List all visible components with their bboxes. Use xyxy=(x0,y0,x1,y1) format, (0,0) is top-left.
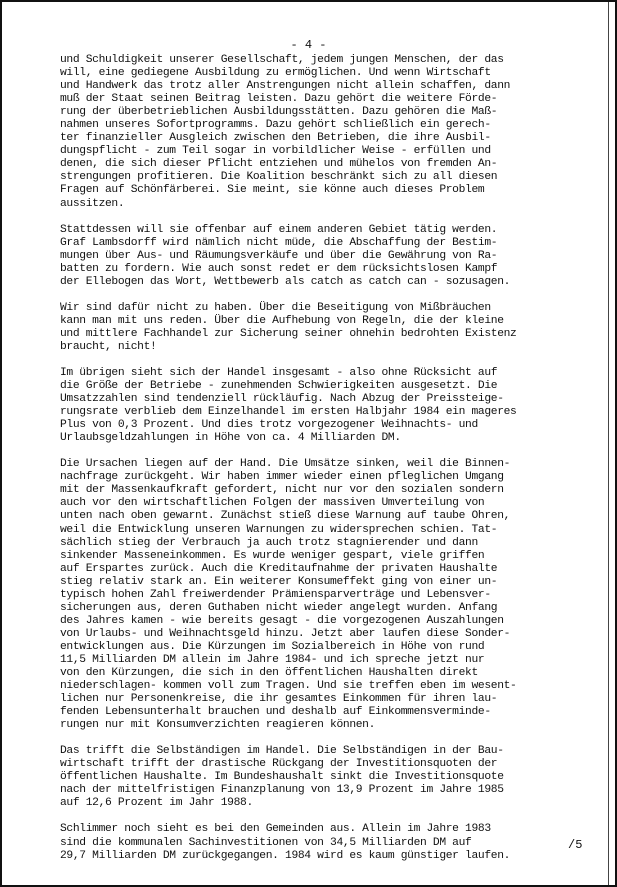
text-line: batten zu fordern. Wie auch sonst redet er dem rücksichtslosen Kampf xyxy=(60,262,498,275)
text-line: sind die kommunalen Sachinvestitionen von 34,5 Milliarden DM auf xyxy=(60,836,472,849)
text-line: und mittlere Fachhandel zur Sicherung seiner ohnehin bedrohten Existenz xyxy=(60,327,517,340)
text-line: niederschlagen- kommen voll zum Tragen. Und sie treffen eben im wesent- xyxy=(60,680,517,693)
text-line: des Jahres kamen - wie bereits gesagt - die vorgezogenen Auszahlungen xyxy=(60,614,504,627)
document-body xyxy=(60,54,600,876)
text-line: auch vor den wirtschaftlichen Folgen der massiven Umverteilung von xyxy=(60,497,485,510)
text-line: denen, die sich dieser Pflicht entziehen und mühelos von fremden An- xyxy=(60,158,498,171)
text-line: ter finanzieller Ausgleich zwischen den Betrieben, die ihre Ausbil- xyxy=(60,132,491,145)
paragraph xyxy=(60,54,600,211)
text-line: dungspflicht - zum Teil sogar in vorbildlicher Weise - erfüllen und xyxy=(60,145,491,158)
text-line: 11,5 Milliarden DM allein im Jahre 1984- und ich spreche jetzt nur xyxy=(60,653,485,666)
paragraph xyxy=(60,302,600,354)
text-line: Wir sind dafür nicht zu haben. Über die Beseitigung von Mißbräuchen xyxy=(60,301,491,314)
continuation-marker: /5 xyxy=(568,838,583,852)
text-line: sächlich stieg der Verbrauch ja auch trotz stagnierender und dann xyxy=(60,536,478,549)
text-line: sicherungen aus, deren Guthaben nicht wieder angelegt wurden. Anfang xyxy=(60,601,498,614)
text-line: entwicklungen aus. Die Kürzungen im Sozialbereich in Höhe von rund xyxy=(60,640,485,653)
text-line: nahmen unseres Sofortprogramms. Dazu gehört schließlich ein gerech- xyxy=(60,119,491,132)
page-number: - 4 - xyxy=(290,38,327,52)
text-line: von den Kürzungen, die sich in den öffentlichen Haushalten direkt xyxy=(60,667,478,680)
text-line: lichen nur Personenkreise, die ihr gesamtes Einkommen für ihren lau- xyxy=(60,693,498,706)
text-line: Graf Lambsdorff wird nämlich nicht müde, die Abschaffung der Bestim- xyxy=(60,236,498,249)
text-line: Schlimmer noch sieht es bei den Gemeinden aus. Allein im Jahre 1983 xyxy=(60,823,491,836)
text-line: öffentlichen Haushalte. Im Bundeshaushalt sinkt die Investitionsquote xyxy=(60,771,504,784)
text-line: die Größe der Betriebe - zunehmenden Schwierigkeiten ausgesetzt. Die xyxy=(60,380,498,393)
text-line: rungen nur mit Konsumverzichten reagieren können. xyxy=(60,719,376,732)
text-line: mit der Massenkaufkraft gefordert, nicht nur vor den sozialen sondern xyxy=(60,484,504,497)
text-line: auf Erspartes zurück. Auch die Kreditaufnahme der privaten Haushalte xyxy=(60,562,498,575)
text-line: will, eine gediegene Ausbildung zu ermöglichen. Und wenn Wirtschaft xyxy=(60,67,491,80)
text-line: kann man mit uns reden. Über die Aufhebung von Regeln, die der kleine xyxy=(60,314,504,327)
text-line: typisch hohen Zahl freiwerdender Prämiensparverträge und Lebensver- xyxy=(60,588,491,601)
text-line: von Urlaubs- und Weihnachtsgeld hinzu. Jetzt aber laufen diese Sonder- xyxy=(60,627,511,640)
text-line: wirtschaft trifft der drastische Rückgang der Investitionsquoten der xyxy=(60,758,498,771)
paragraph xyxy=(60,367,600,445)
text-line: Umsatzzahlen sind tendenziell rückläufig. Nach Abzug der Preissteige- xyxy=(60,393,504,406)
text-line: strengungen profitieren. Die Koalition beschränkt sich zu all diesen xyxy=(60,171,498,184)
text-line: braucht, nicht! xyxy=(60,340,157,353)
text-line: Das trifft die Selbständigen im Handel. Die Selbständigen in der Bau- xyxy=(60,745,504,758)
text-line: der Ellebogen das Wort, Wettbewerb als catch as catch can - sozusagen. xyxy=(60,275,511,288)
paragraph xyxy=(60,823,600,862)
text-line: auf 12,6 Prozent im Jahr 1988. xyxy=(60,797,253,810)
text-line: 29,7 Milliarden DM zurückgegangen. 1984 wird es kaum günstiger laufen. xyxy=(60,849,511,862)
text-line: Plus von 0,3 Prozent. Und dies trotz vorgezogener Weihnachts- und xyxy=(60,419,478,432)
text-line: Fragen auf Schönfärberei. Sie meint, sie könne auch dieses Problem xyxy=(60,184,485,197)
text-line: rungsrate verblieb dem Einzelhandel im ersten Halbjahr 1984 ein mageres xyxy=(60,406,517,419)
paragraph xyxy=(60,458,600,732)
text-line: Im übrigen sieht sich der Handel insgesamt - also ohne Rücksicht auf xyxy=(60,366,498,379)
text-line: nach der mittelfristigen Finanzplanung von 13,9 Prozent im Jahre 1985 xyxy=(60,784,504,797)
text-line: sinkender Masseneinkommen. Es wurde weniger gespart, viele griffen xyxy=(60,549,485,562)
text-line: und Schuldigkeit unserer Gesellschaft, jedem jungen Menschen, der das xyxy=(60,54,504,66)
text-line: aussitzen. xyxy=(60,197,125,210)
paragraph xyxy=(60,745,600,810)
text-line: unten nach oben gewarnt. Zunächst stieß diese Warnung auf taube Ohren, xyxy=(60,510,511,523)
text-line: nachfrage zurückgeht. Wir haben immer wieder einen pfleglichen Umgang xyxy=(60,471,504,484)
text-line: und Handwerk das trotz aller Anstrengungen nicht allein schaffen, dann xyxy=(60,80,511,93)
text-line: Urlaubsgeldzahlungen in Höhe von ca. 4 Milliarden DM. xyxy=(60,432,401,445)
text-line: Stattdessen will sie offenbar auf einem anderen Gebiet tätig werden. xyxy=(60,223,498,236)
text-line: Die Ursachen liegen auf der Hand. Die Umsätze sinken, weil die Binnen- xyxy=(60,458,511,471)
text-line: weil die Entwicklung unseren Warnungen zu widersprechen schien. Tat- xyxy=(60,523,498,536)
text-line: muß der Staat seinen Beitrag leisten. Dazu gehört die weitere Förde- xyxy=(60,93,498,106)
paragraph xyxy=(60,224,600,289)
text-line: fenden Lebensunterhalt brauchen und deshalb auf Einkommensverminde- xyxy=(60,706,491,719)
text-line: rung der überbetrieblichen Ausbildungsstätten. Dazu gehören die Maß- xyxy=(60,106,498,119)
text-line: stieg relativ stark an. Ein weiterer Konsumeffekt ging von einer un- xyxy=(60,575,498,588)
scan-edge xyxy=(608,2,609,885)
text-line: mungen über Aus- und Räumungsverkäufe und über die Gewährung von Ra- xyxy=(60,249,498,262)
